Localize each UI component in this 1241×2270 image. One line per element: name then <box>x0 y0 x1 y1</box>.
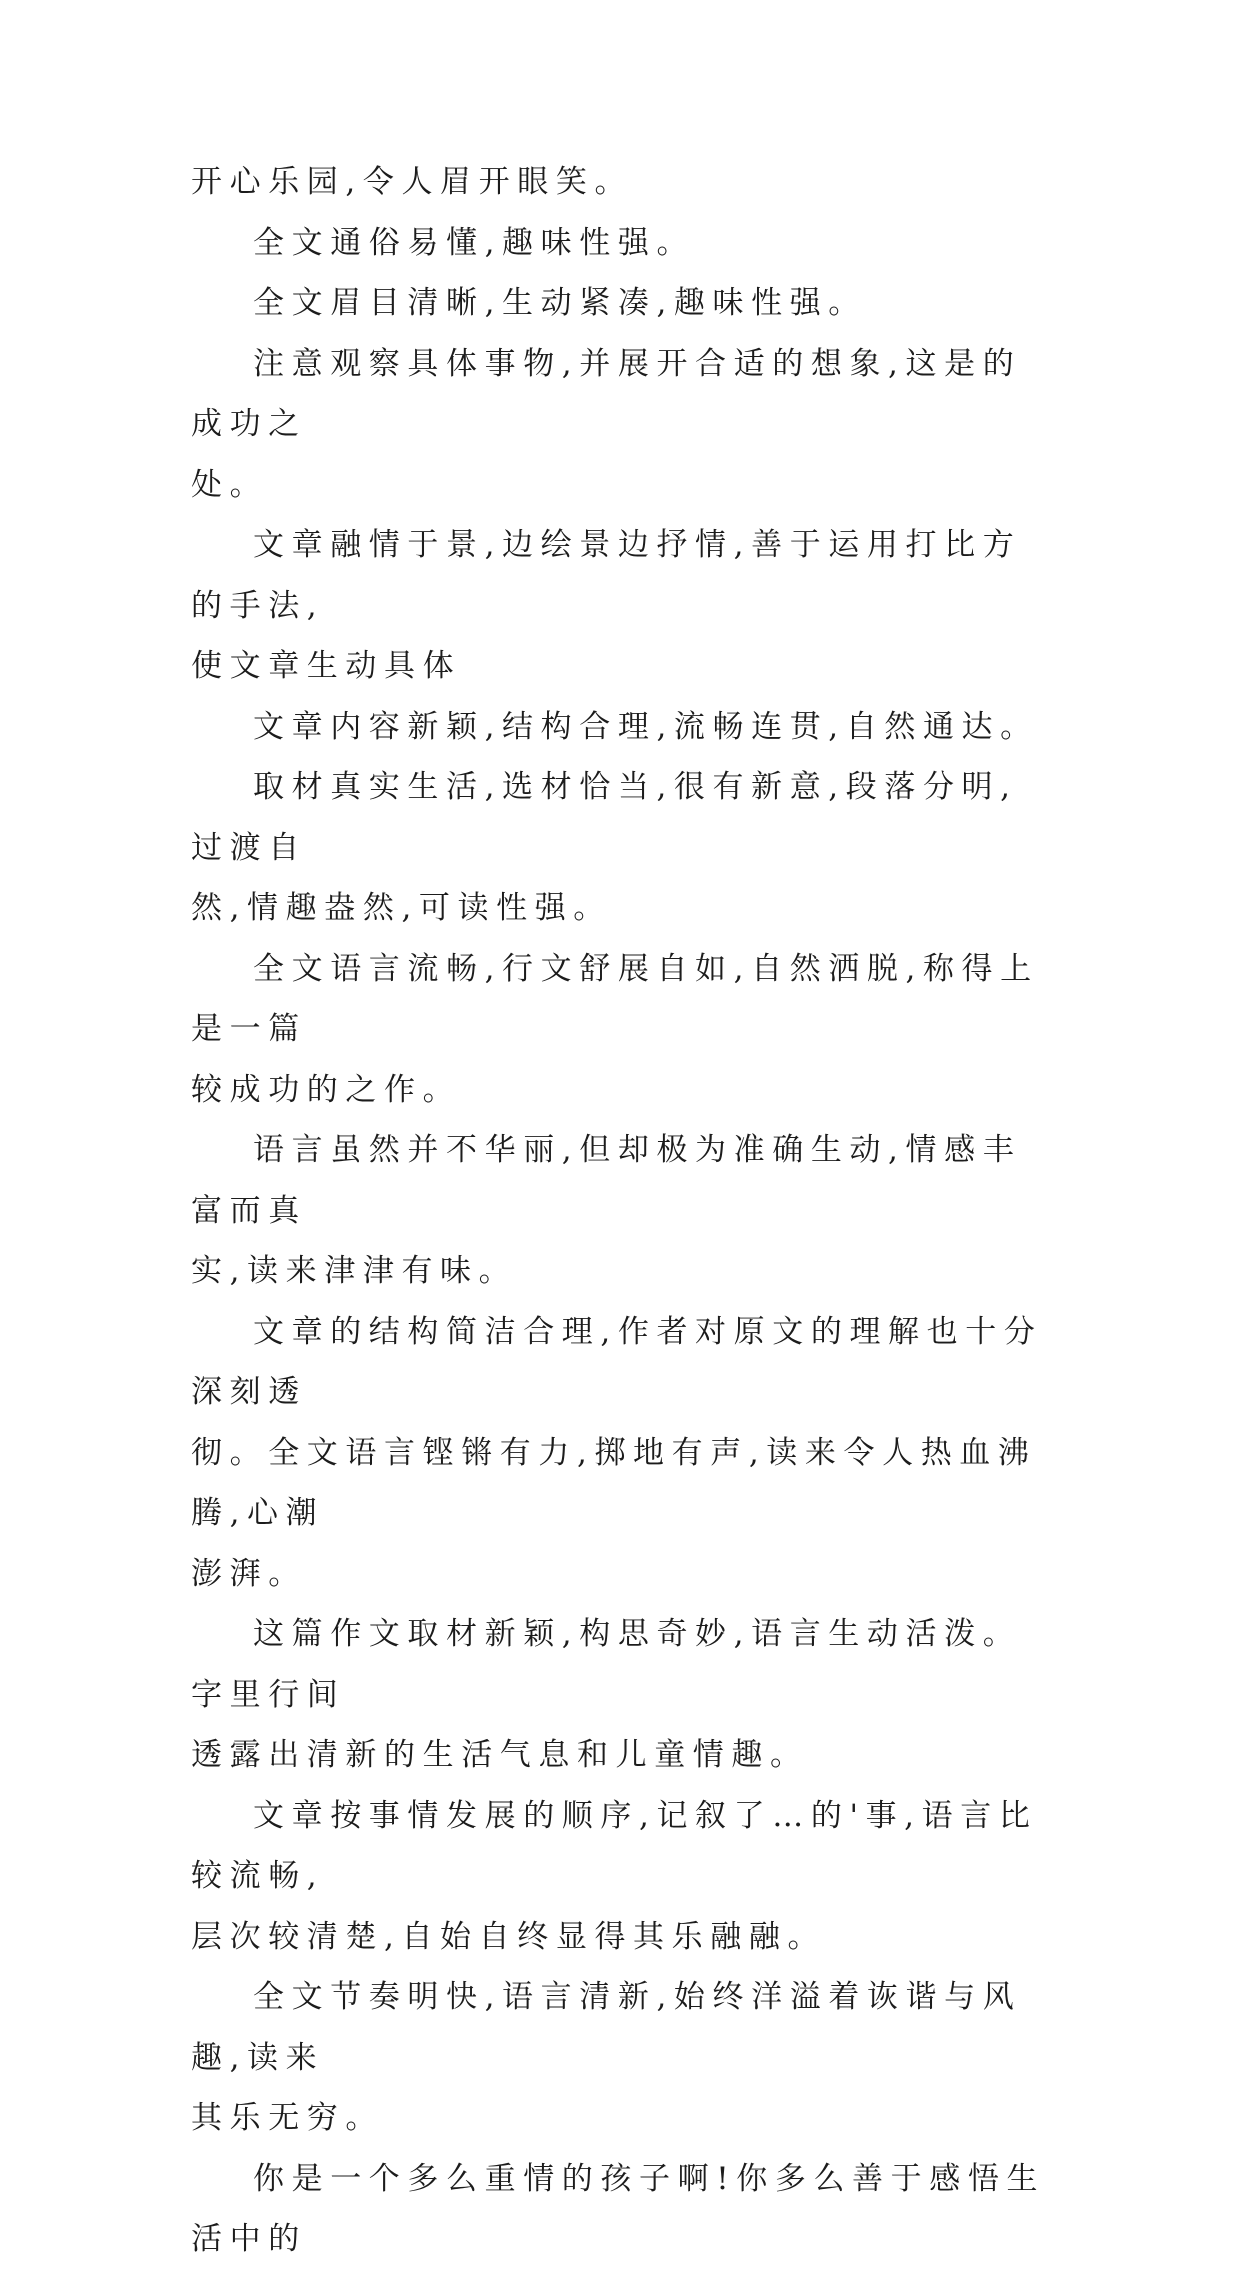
paragraph: 开心乐园,令人眉开眼笑。 <box>191 164 634 200</box>
paragraph: 语言虽然并不华丽,但却极为准确生动,情感丰富而真 实,读来津津有味。 <box>191 1132 1022 1289</box>
paragraph: 文章按事情发展的顺序,记叙了…的'事,语言比较流畅, 层次较清楚,自始自终显得其乐融融。 <box>191 1797 1038 1955</box>
paragraph: 文章融情于景,边绘景边抒情,善于运用打比方的手法, 使文章生动具体 <box>191 527 1022 684</box>
paragraph: 全文节奏明快,语言清新,始终洋溢着诙谐与风趣,读来 其乐无穷。 <box>191 1979 1022 2136</box>
paragraph: 全文通俗易懂,趣味性强。 <box>253 224 696 261</box>
paragraph: 这篇作文取材新颖,构思奇妙,语言生动活泼。字里行间 透露出清新的生活气息和儿童情趣。 <box>191 1616 1022 1773</box>
paragraph: 取材真实生活,选材恰当,很有新意,段落分明,过渡自 然,情趣盎然,可读性强。 <box>191 769 1018 926</box>
paragraph: 文章内容新颖,结构合理,流畅连贯,自然通达。 <box>253 708 1039 745</box>
paragraph: 文章的结构简洁合理,作者对原文的理解也十分深刻透 彻。全文语言铿锵有力,掷地有声,读来令人热血沸腾,心潮 澎湃。 <box>191 1313 1043 1592</box>
document-body <box>191 152 1051 2270</box>
paragraph: 注意观察具体事物,并展开合适的想象,这是的成功之 处。 <box>191 345 1022 503</box>
paragraph: 全文眉目清晰,生动紧凑,趣味性强。 <box>253 285 867 321</box>
paragraph: 全文语言流畅,行文舒展自如,自然洒脱,称得上是一篇 较成功的之作。 <box>191 950 1039 1108</box>
paragraph: 你是一个多么重情的孩子啊!你多么善于感悟生活中的 <box>191 2160 1046 2257</box>
